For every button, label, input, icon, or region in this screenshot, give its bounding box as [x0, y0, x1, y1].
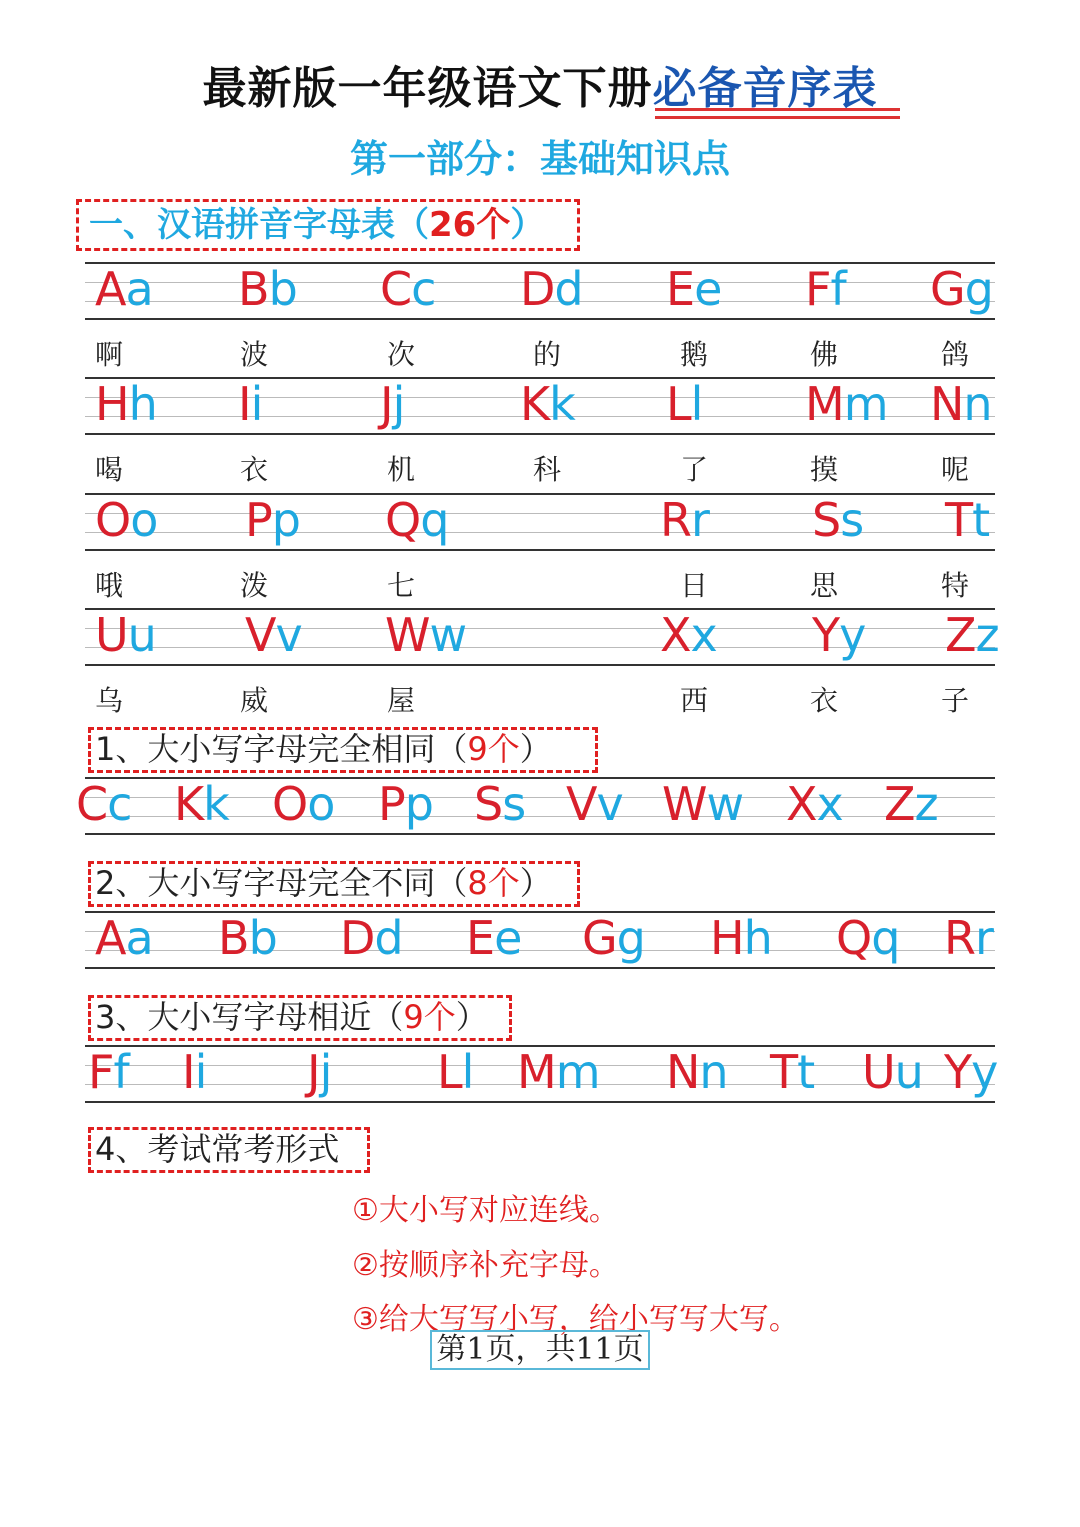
lowercase-letter: y: [839, 608, 866, 662]
uppercase-letter: H: [710, 911, 744, 965]
uppercase-letter: B: [218, 911, 249, 965]
pronunciation-hanzi: 子: [941, 684, 970, 717]
lowercase-letter: i: [194, 1045, 207, 1099]
exam-tip-1: ①大小写对应连线。: [352, 1193, 619, 1228]
section-alphabet-heading: [76, 199, 580, 251]
similar-case-label: 3、大小写字母相近（: [95, 998, 404, 1036]
uppercase-letter: D: [520, 262, 555, 316]
pronunciation-hanzi: 波: [240, 338, 269, 371]
lowercase-letter: u: [894, 1045, 923, 1099]
same-case-close: ）: [519, 730, 552, 768]
same-case-letter-z: [884, 775, 938, 833]
uppercase-letter: R: [944, 911, 975, 965]
alphabet-letter-m: [805, 375, 888, 433]
alphabet-letter-n: [930, 375, 992, 433]
lowercase-letter: q: [420, 493, 449, 547]
similar-case-heading: [88, 995, 512, 1041]
lowercase-letter: t: [972, 493, 990, 547]
pronunciation-hanzi: 思: [810, 569, 839, 602]
uppercase-letter: Z: [945, 608, 976, 662]
pronunciation-hanzi: 日: [680, 569, 709, 602]
uppercase-letter: B: [238, 262, 269, 316]
similar-case-letter-n: [666, 1043, 728, 1101]
lowercase-letter: p: [271, 493, 300, 547]
pronunciation-hanzi: 特: [941, 569, 970, 602]
uppercase-letter: N: [666, 1045, 700, 1099]
alphabet-letter-o: [95, 491, 157, 549]
similar-case-letter-y: [944, 1043, 997, 1101]
different-case-letter-r: [944, 909, 993, 967]
uppercase-letter: J: [307, 1045, 320, 1099]
section-alphabet-count: 26个: [429, 205, 511, 245]
lowercase-letter: t: [797, 1045, 815, 1099]
alphabet-letter-j: [380, 375, 404, 433]
title-underline: [655, 108, 900, 111]
lowercase-letter: x: [690, 608, 717, 662]
pronunciation-hanzi: 摸: [810, 453, 839, 486]
uppercase-letter: V: [245, 608, 276, 662]
uppercase-letter: G: [930, 262, 965, 316]
title-underline-second: [655, 116, 900, 119]
alphabet-letter-v: [245, 606, 302, 664]
exam-tip-2: ②按顺序补充字母。: [352, 1248, 619, 1283]
alphabet-letter-t: [945, 491, 989, 549]
uppercase-letter: K: [520, 377, 550, 431]
same-case-heading: [88, 727, 598, 773]
pronunciation-hanzi: 次: [387, 338, 416, 371]
pronunciation-hanzi: 泼: [240, 569, 269, 602]
uppercase-letter: F: [805, 262, 831, 316]
pronunciation-hanzi: 乌: [95, 684, 124, 717]
uppercase-letter: A: [95, 911, 126, 965]
alphabet-letter-y: [812, 606, 865, 664]
alphabet-letter-i: [238, 375, 262, 433]
uppercase-letter: Q: [385, 493, 421, 547]
uppercase-letter: U: [95, 608, 128, 662]
similar-case-letter-l: [437, 1043, 473, 1101]
lowercase-letter: j: [392, 377, 405, 431]
uppercase-letter: X: [660, 608, 691, 662]
lowercase-letter: r: [974, 911, 993, 965]
different-case-count: 8个: [467, 864, 520, 902]
lowercase-letter: o: [130, 493, 158, 547]
alphabet-letter-f: [805, 260, 846, 318]
similar-case-letter-t: [770, 1043, 814, 1101]
uppercase-letter: K: [174, 777, 204, 831]
uppercase-letter: T: [945, 493, 973, 547]
different-case-close: ）: [519, 864, 552, 902]
lowercase-letter: v: [596, 777, 623, 831]
lowercase-letter: g: [964, 262, 993, 316]
uppercase-letter: X: [786, 777, 817, 831]
alphabet-letter-q: [385, 491, 448, 549]
lowercase-letter: p: [404, 777, 433, 831]
alphabet-letter-c: [380, 260, 435, 318]
same-case-count: 9个: [467, 730, 520, 768]
similar-case-letter-j: [307, 1043, 331, 1101]
uppercase-letter: W: [385, 608, 430, 662]
similar-case-letter-i: [182, 1043, 206, 1101]
different-case-label: 2、大小写字母完全不同（: [95, 864, 468, 902]
pronunciation-hanzi: 屋: [387, 684, 416, 717]
lowercase-letter: q: [871, 911, 900, 965]
uppercase-letter: Y: [944, 1045, 972, 1099]
similar-case-letter-u: [862, 1043, 923, 1101]
lowercase-letter: c: [411, 262, 436, 316]
same-case-letter-v: [566, 775, 623, 833]
same-case-letter-x: [786, 775, 843, 833]
lowercase-letter: k: [549, 377, 575, 431]
similar-case-count: 9个: [403, 998, 456, 1036]
lowercase-letter: c: [107, 777, 132, 831]
uppercase-letter: S: [474, 777, 503, 831]
lowercase-letter: h: [743, 911, 772, 965]
uppercase-letter: S: [812, 493, 841, 547]
lowercase-letter: m: [555, 1045, 600, 1099]
pronunciation-hanzi: 啊: [95, 338, 124, 371]
alphabet-letter-p: [245, 491, 300, 549]
uppercase-letter: G: [582, 911, 617, 965]
uppercase-letter: I: [238, 377, 251, 431]
lowercase-letter: y: [971, 1045, 998, 1099]
lowercase-letter: z: [914, 777, 938, 831]
pronunciation-hanzi: 哦: [95, 569, 124, 602]
pronunciation-hanzi: 的: [533, 338, 562, 371]
same-case-label: 1、大小写字母完全相同（: [95, 730, 468, 768]
lowercase-letter: s: [840, 493, 864, 547]
same-case-letter-o: [272, 775, 334, 833]
lowercase-letter: j: [319, 1045, 332, 1099]
uppercase-letter: O: [272, 777, 308, 831]
lowercase-letter: o: [307, 777, 335, 831]
alphabet-letter-d: [520, 260, 583, 318]
lowercase-letter: w: [429, 608, 467, 662]
exam-tip-3: ③给大写写小写，给小写写大写。: [352, 1302, 799, 1337]
lowercase-letter: u: [127, 608, 156, 662]
lowercase-letter: f: [830, 262, 846, 316]
uppercase-letter: M: [517, 1045, 556, 1099]
uppercase-letter: I: [182, 1045, 195, 1099]
lowercase-letter: i: [250, 377, 263, 431]
lowercase-letter: b: [248, 911, 277, 965]
lowercase-letter: d: [374, 911, 403, 965]
alphabet-letter-z: [945, 606, 999, 664]
uppercase-letter: E: [466, 911, 495, 965]
alphabet-letter-l: [666, 375, 702, 433]
same-case-letter-p: [378, 775, 433, 833]
alphabet-letter-u: [95, 606, 156, 664]
lowercase-letter: k: [203, 777, 229, 831]
section-alphabet-label: 一、汉语拼音字母表（: [89, 205, 429, 245]
similar-case-close: ）: [455, 998, 488, 1036]
same-case-letter-k: [174, 775, 229, 833]
lowercase-letter: e: [694, 262, 722, 316]
alphabet-letter-b: [238, 260, 297, 318]
uppercase-letter: Z: [884, 777, 915, 831]
title-main: 最新版一年级语文下册: [202, 63, 653, 114]
uppercase-letter: L: [666, 377, 691, 431]
pronunciation-hanzi: 喝: [95, 453, 124, 486]
pronunciation-hanzi: 西: [680, 684, 709, 717]
different-case-letter-d: [340, 909, 403, 967]
same-case-letter-w: [662, 775, 743, 833]
different-case-letter-b: [218, 909, 277, 967]
different-case-letter-g: [582, 909, 645, 967]
alphabet-letter-s: [812, 491, 863, 549]
lowercase-letter: l: [461, 1045, 474, 1099]
uppercase-letter: T: [770, 1045, 798, 1099]
lowercase-letter: n: [963, 377, 992, 431]
lowercase-letter: e: [494, 911, 522, 965]
lowercase-letter: a: [125, 911, 153, 965]
uppercase-letter: L: [437, 1045, 462, 1099]
similar-case-letter-m: [517, 1043, 600, 1101]
uppercase-letter: J: [380, 377, 393, 431]
pronunciation-hanzi: 鸽: [941, 338, 970, 371]
different-case-letter-e: [466, 909, 521, 967]
uppercase-letter: F: [88, 1045, 114, 1099]
lowercase-letter: n: [699, 1045, 728, 1099]
lowercase-letter: g: [616, 911, 645, 965]
uppercase-letter: O: [95, 493, 131, 547]
uppercase-letter: H: [95, 377, 129, 431]
uppercase-letter: V: [566, 777, 597, 831]
uppercase-letter: C: [380, 262, 412, 316]
same-case-letter-s: [474, 775, 525, 833]
alphabet-letter-a: [95, 260, 153, 318]
alphabet-letter-k: [520, 375, 575, 433]
lowercase-letter: f: [113, 1045, 129, 1099]
alphabet-letter-r: [660, 491, 709, 549]
pronunciation-hanzi: 了: [680, 453, 709, 486]
alphabet-letter-e: [666, 260, 721, 318]
uppercase-letter: U: [862, 1045, 895, 1099]
lowercase-letter: b: [268, 262, 297, 316]
pronunciation-hanzi: 威: [240, 684, 269, 717]
alphabet-letter-h: [95, 375, 157, 433]
uppercase-letter: R: [660, 493, 691, 547]
uppercase-letter: C: [76, 777, 108, 831]
lowercase-letter: z: [975, 608, 999, 662]
page-subtitle: 第一部分：基础知识点: [349, 137, 730, 181]
exam-heading: 4、考试常考形式: [88, 1127, 370, 1173]
pronunciation-hanzi: 科: [533, 453, 562, 486]
same-case-letter-c: [76, 775, 131, 833]
different-case-letter-q: [836, 909, 899, 967]
different-case-letter-h: [710, 909, 772, 967]
alphabet-letter-g: [930, 260, 993, 318]
uppercase-letter: Y: [812, 608, 840, 662]
lowercase-letter: h: [128, 377, 157, 431]
pronunciation-hanzi: 衣: [240, 453, 269, 486]
pronunciation-hanzi: 呢: [941, 453, 970, 486]
lowercase-letter: r: [690, 493, 709, 547]
pronunciation-hanzi: 七: [387, 569, 416, 602]
page-title: [0, 52, 1080, 116]
lowercase-letter: d: [554, 262, 583, 316]
section-alphabet-close: ）: [510, 205, 545, 245]
uppercase-letter: Q: [836, 911, 872, 965]
uppercase-letter: W: [662, 777, 707, 831]
lowercase-letter: m: [843, 377, 888, 431]
similar-case-letter-f: [88, 1043, 129, 1101]
pronunciation-hanzi: 机: [387, 453, 416, 486]
lowercase-letter: s: [502, 777, 526, 831]
lowercase-letter: a: [125, 262, 153, 316]
uppercase-letter: N: [930, 377, 964, 431]
uppercase-letter: E: [666, 262, 695, 316]
pronunciation-hanzi: 佛: [810, 338, 839, 371]
pronunciation-hanzi: 衣: [810, 684, 839, 717]
alphabet-letter-x: [660, 606, 717, 664]
uppercase-letter: D: [340, 911, 375, 965]
pronunciation-hanzi: 鹅: [680, 338, 709, 371]
uppercase-letter: A: [95, 262, 126, 316]
uppercase-letter: M: [805, 377, 844, 431]
lowercase-letter: w: [706, 777, 744, 831]
page-indicator: 第1页，共11页: [430, 1330, 650, 1370]
lowercase-letter: x: [816, 777, 843, 831]
lowercase-letter: v: [275, 608, 302, 662]
different-case-heading: [88, 861, 580, 907]
uppercase-letter: P: [245, 493, 272, 547]
lowercase-letter: l: [690, 377, 703, 431]
different-case-letter-a: [95, 909, 153, 967]
uppercase-letter: P: [378, 777, 405, 831]
alphabet-letter-w: [385, 606, 466, 664]
title-highlight: 必备音序表: [652, 63, 878, 114]
